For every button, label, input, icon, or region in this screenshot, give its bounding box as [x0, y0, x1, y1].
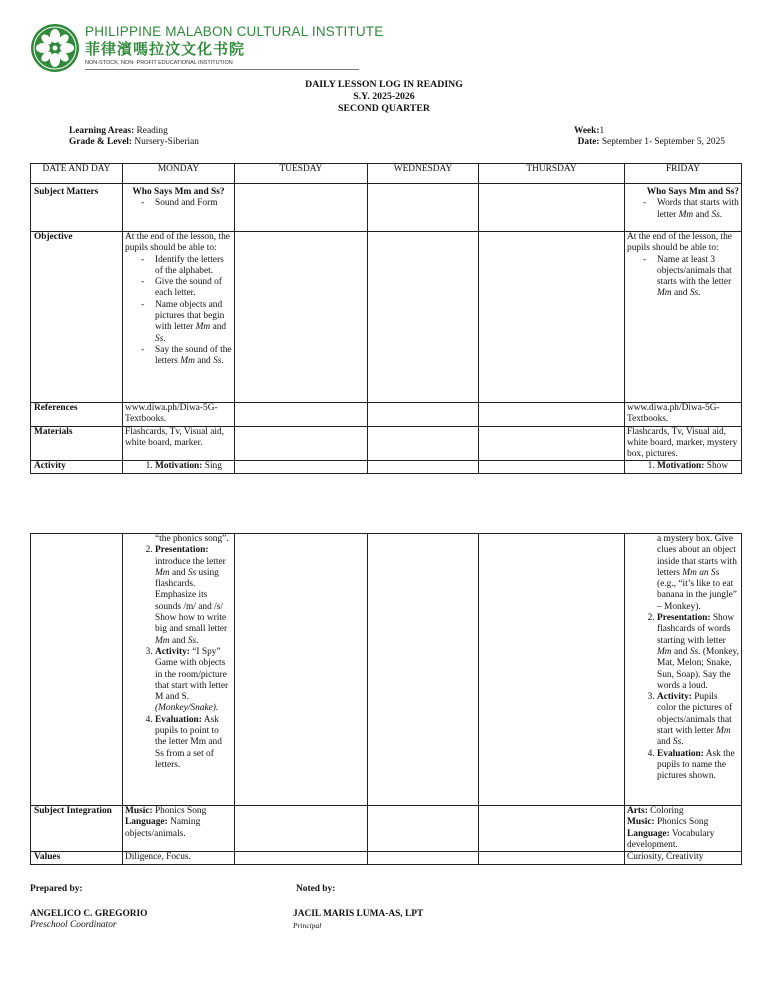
document-title	[0, 79, 768, 114]
friday-subject-integration: Arts: Coloring Music: Phonics Song Language: Vocabulary development.	[625, 806, 742, 852]
friday-subject-item: - Words that starts with letter Mm and Ss.	[657, 198, 739, 221]
title-line-3: SECOND QUARTER	[338, 102, 430, 114]
monday-materials: Flashcards, Tv, Visual aid, white board, marker.	[123, 426, 235, 461]
week-value: 1	[599, 126, 605, 136]
row-references	[31, 403, 742, 427]
row-materials	[31, 426, 742, 461]
friday-values: Curiosity, Creativity	[625, 852, 742, 865]
friday-activity-item-1: 1. Motivation: Show	[657, 461, 739, 472]
meta-right	[540, 126, 725, 149]
lesson-table-part-2	[30, 533, 742, 865]
prepared-by-name: ANGELICO C. GREGORIO	[30, 908, 148, 919]
noted-by-block	[293, 884, 423, 932]
monday-subject-title: Who Says Mm and Ss?	[132, 187, 225, 197]
wednesday-values	[368, 852, 479, 865]
tuesday-objective	[235, 232, 368, 403]
wednesday-subject-integration	[368, 806, 479, 852]
header-date-and-day: DATE AND DAY	[31, 164, 123, 184]
row-subject-integration	[31, 806, 742, 852]
grade-level-label: Grade & Level:	[69, 137, 133, 148]
tuesday-materials	[235, 426, 368, 461]
learning-areas-value: Reading	[134, 126, 168, 136]
noted-by-label: Noted by:	[296, 884, 336, 894]
prepared-by-label: Prepared by:	[30, 884, 83, 894]
monday-objective	[123, 232, 235, 403]
prepared-by-block	[30, 884, 147, 932]
label-activity: Activity	[31, 461, 123, 473]
tuesday-subject-integration	[235, 806, 368, 852]
thursday-references	[479, 403, 625, 427]
noted-by-name: JACIL MARIS LUMA-AS, LPT	[293, 908, 424, 919]
thursday-activity	[479, 534, 625, 806]
label-references: References	[31, 403, 123, 427]
tuesday-subject-matters	[235, 184, 368, 232]
grade-level-value: Nursery-Siberian	[132, 137, 199, 148]
header-thursday: THURSDAY	[479, 164, 625, 184]
friday-subject-matters	[625, 184, 742, 232]
learning-areas-label: Learning Areas:	[69, 126, 135, 136]
tuesday-activity-start	[235, 461, 368, 473]
header-tuesday: TUESDAY	[235, 164, 368, 184]
monday-values: Diligence, Focus.	[123, 852, 235, 865]
label-values: Values	[31, 852, 123, 865]
friday-references: www.diwa.ph/Diwa-5G-Textbooks.	[625, 403, 742, 427]
school-name: PHILIPPINE MALABON CULTURAL INSTITUTE	[85, 24, 384, 39]
thursday-subject-matters	[479, 184, 625, 232]
header-wednesday: WEDNESDAY	[368, 164, 479, 184]
friday-subject-title: Who Says Mm and Ss?	[646, 187, 739, 197]
friday-activity-item-4: 4. Evaluation: Ask the pupils to name the pictures shown.	[657, 749, 739, 783]
tuesday-values	[235, 852, 368, 865]
monday-subject-item: - Sound and Form	[155, 198, 232, 209]
date-label: Date:	[577, 137, 600, 148]
row-activity-start	[31, 461, 742, 473]
prepared-by-title: Preschool Coordinator	[30, 920, 117, 930]
row-subject-matters	[31, 184, 742, 232]
row-objective	[31, 232, 742, 403]
wednesday-activity	[368, 534, 479, 806]
monday-activity-item-3: 3. Activity: “I Spy” Game with objects in the room/picture that start with letter M and S. (Monkey/Snake).	[155, 647, 232, 715]
monday-activity	[123, 534, 235, 806]
week-label: Week:	[574, 126, 600, 136]
meta-left	[69, 126, 199, 149]
friday-objective	[625, 232, 742, 403]
flower-seal-logo-icon	[30, 23, 80, 73]
label-objective: Objective	[31, 232, 123, 403]
row-values	[31, 852, 742, 865]
monday-objective-item-4: - Say the sound of the letters Mm and Ss.	[155, 345, 232, 368]
monday-objective-item-2: - Give the sound of each letter.	[155, 277, 232, 300]
label-subject-integration: Subject Integration	[31, 806, 123, 852]
monday-subject-matters	[123, 184, 235, 232]
tuesday-activity	[235, 534, 368, 806]
school-logo	[30, 23, 80, 73]
tuesday-references	[235, 403, 368, 427]
date-value: September 1- September 5, 2025	[599, 137, 725, 148]
friday-activity-start	[625, 461, 742, 473]
header-monday: MONDAY	[123, 164, 235, 184]
wednesday-objective	[368, 232, 479, 403]
thursday-subject-integration	[479, 806, 625, 852]
wednesday-subject-matters	[368, 184, 479, 232]
table-header-row	[31, 164, 742, 184]
row-activity-continued	[31, 534, 742, 806]
monday-objective-item-3: - Name objects and pictures that begin with letter Mm and Ss.	[155, 300, 232, 345]
thursday-objective	[479, 232, 625, 403]
lesson-table-part-1	[30, 163, 742, 474]
label-activity-continued	[31, 534, 123, 806]
title-line-1: DAILY LESSON LOG IN READING	[305, 79, 463, 90]
friday-objective-item: - Name at least 3 objects/animals that starts with the letter Mm and Ss.	[657, 255, 739, 300]
monday-subject-integration: Music: Phonics Song Language: Naming objects/animals.	[123, 806, 235, 852]
friday-materials: Flashcards, Tv, Visual aid, white board, marker, mystery box, pictures.	[625, 426, 742, 461]
friday-activity-item-1-cont: a mystery box. Give clues about an object inside that starts with letters Mm an Ss (e.g., “it’s like to eat banana in the jungle” – Monkey).	[657, 534, 737, 612]
thursday-materials	[479, 426, 625, 461]
school-chinese-name: 菲律濱嗎拉汶文化书院	[85, 40, 246, 58]
monday-objective-item-1: - Identify the letters of the alphabet.	[155, 255, 232, 278]
label-materials: Materials	[31, 426, 123, 461]
thursday-values	[479, 852, 625, 865]
wednesday-references	[368, 403, 479, 427]
monday-references: www.diwa.ph/Diwa-5G-Textbooks.	[123, 403, 235, 427]
header-divider	[85, 69, 359, 70]
monday-activity-item-1: 1. Motivation: Sing	[155, 461, 232, 472]
friday-activity	[625, 534, 742, 806]
header-friday: FRIDAY	[625, 164, 742, 184]
noted-by-title: Principal	[293, 921, 322, 930]
monday-objective-intro: At the end of the lesson, the pupils should be able to:	[125, 232, 230, 254]
monday-activity-start	[123, 461, 235, 473]
friday-objective-intro: At the end of the lesson, the pupils should be able to:	[627, 232, 732, 254]
friday-activity-item-3: 3. Activity: Pupils color the pictures of objects/animals that start with letter Mm and Ss.	[657, 692, 739, 748]
monday-activity-item-1-cont: “the phonics song”.	[155, 534, 229, 544]
label-subject-matters: Subject Matters	[31, 184, 123, 232]
school-tagline: NON-STOCK, NON- PROFIT EDUCATIONAL INSTITUTION	[85, 60, 233, 66]
monday-activity-item-4: 4. Evaluation: Ask pupils to point to the letter Mm and Ss from a set of letters.	[155, 715, 232, 771]
wednesday-materials	[368, 426, 479, 461]
friday-activity-item-2: 2. Presentation: Show flashcards of words starting with letter Mm and Ss. (Monkey, Mat, Melon; Snake, Sun, Soap). Say the words a loud.	[657, 613, 739, 692]
monday-activity-item-2: 2. Presentation: introduce the letter Mm and Ss using flashcards. Emphasize its sounds /m/ and /s/ Show how to write big and small letter Mm and Ss.	[155, 545, 232, 647]
thursday-activity-start	[479, 461, 625, 473]
wednesday-activity-start	[368, 461, 479, 473]
title-line-2: S.Y. 2025-2026	[353, 90, 415, 102]
